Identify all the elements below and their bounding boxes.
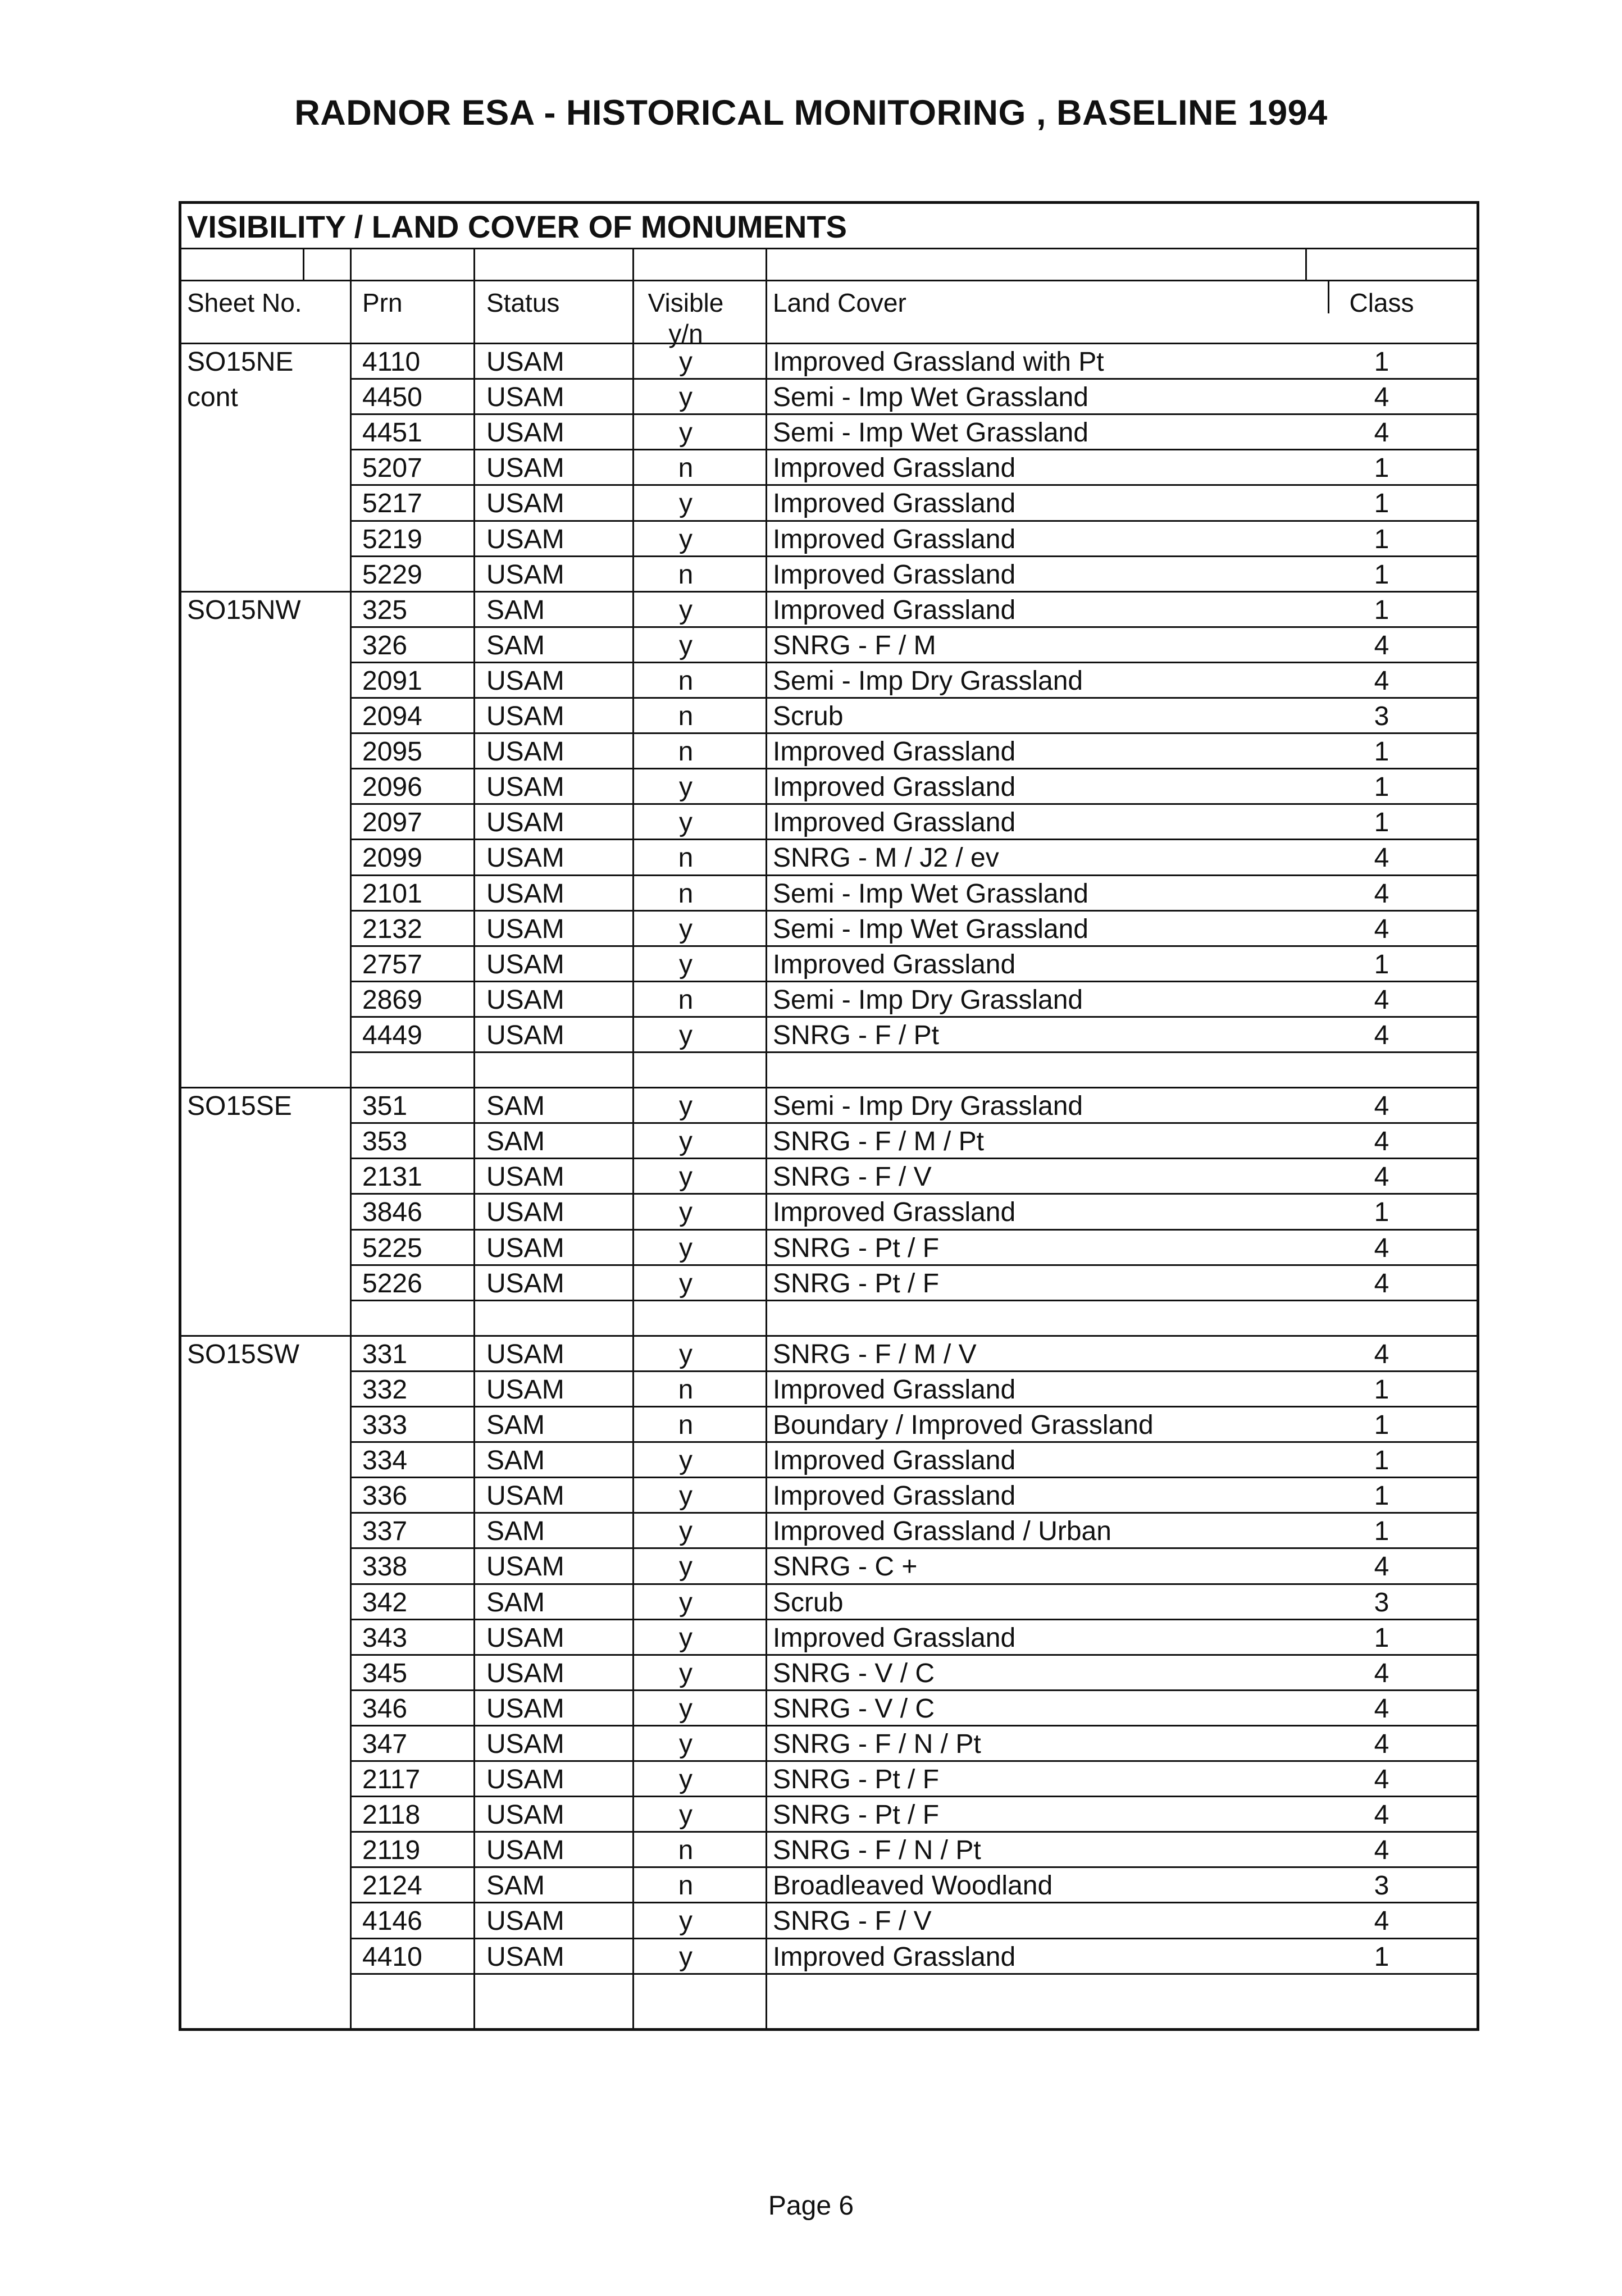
cell-class: 4 — [1374, 1233, 1389, 1263]
cell-status: USAM — [486, 772, 564, 803]
cell-visible: y — [679, 489, 692, 519]
cell-land-cover: SNRG - M / J2 / ev — [773, 843, 999, 873]
cell-class: 1 — [1374, 1623, 1389, 1653]
cell-sheet-no: cont — [187, 382, 238, 413]
cell-visible: y — [679, 1658, 692, 1688]
cell-visible: y — [679, 1906, 692, 1937]
header-status: Status — [486, 288, 560, 317]
cell-visible: y — [679, 808, 692, 838]
cell-class — [1309, 1975, 1455, 2010]
cell-class: 1 — [1374, 1374, 1389, 1405]
row-divider — [350, 1866, 1477, 1868]
cell-prn: 332 — [362, 1374, 408, 1405]
cell-status: USAM — [486, 1729, 564, 1759]
row-divider — [350, 1406, 1477, 1407]
row-divider — [350, 555, 1477, 557]
cell-land-cover: Improved Grassland / Urban — [773, 1516, 1111, 1547]
cell-land-cover: SNRG - F / M / Pt — [773, 1127, 985, 1157]
cell-land-cover: Improved Grassland — [773, 737, 1016, 767]
row-divider — [181, 1087, 1477, 1088]
row-divider — [350, 697, 1477, 699]
cell-status: USAM — [486, 524, 564, 554]
cell-prn: 2757 — [362, 949, 422, 980]
cell-status: USAM — [486, 1552, 564, 1582]
cell-status: USAM — [486, 701, 564, 731]
cell-status: USAM — [486, 878, 564, 909]
cell-class: 4 — [1374, 1906, 1389, 1937]
cell-status: USAM — [486, 914, 564, 944]
cell-class: 3 — [1374, 1587, 1389, 1618]
cell-class: 4 — [1374, 1729, 1389, 1759]
cell-land-cover: SNRG - V / C — [773, 1693, 935, 1724]
cell-prn: 345 — [362, 1658, 408, 1688]
cell-land-cover: Improved Grassland — [773, 949, 1016, 980]
cell-visible: n — [678, 666, 694, 696]
row-divider — [181, 591, 1477, 593]
cell-status: USAM — [486, 453, 564, 484]
cell-prn: 2094 — [362, 701, 422, 731]
cell-prn: 4451 — [362, 418, 422, 448]
cell-class: 4 — [1374, 1020, 1389, 1050]
row-divider — [181, 343, 1477, 344]
row-divider — [350, 1512, 1477, 1514]
cell-class: 4 — [1374, 843, 1389, 873]
cell-prn: 334 — [362, 1446, 408, 1476]
cell-prn: 5225 — [362, 1233, 422, 1263]
row-divider — [350, 1122, 1477, 1124]
row-divider — [350, 1796, 1477, 1797]
cell-class: 1 — [1374, 949, 1389, 980]
cell-visible: y — [679, 1127, 692, 1157]
cell-status: SAM — [486, 595, 545, 625]
row-divider — [350, 662, 1477, 663]
cell-class: 1 — [1374, 347, 1389, 377]
row-divider — [350, 981, 1477, 982]
cell-land-cover: Boundary / Improved Grassland — [773, 1410, 1154, 1440]
cell-visible: y — [679, 1162, 692, 1192]
col-divider-class-head — [1328, 280, 1329, 313]
cell-status: USAM — [486, 1906, 564, 1937]
cell-land-cover: Improved Grassland — [773, 595, 1016, 625]
cell-land-cover: Improved Grassland with Pt — [773, 347, 1104, 377]
cell-prn: 343 — [362, 1623, 408, 1653]
cell-prn: 2091 — [362, 666, 422, 696]
cell-visible: y — [679, 1729, 692, 1759]
cell-status: USAM — [486, 1800, 564, 1830]
col-divider-land-cover — [766, 248, 767, 2031]
cell-class: 1 — [1374, 772, 1389, 803]
cell-class: 1 — [1374, 1481, 1389, 1511]
cell-status: SAM — [486, 1127, 545, 1157]
cell-visible: y — [679, 1446, 692, 1476]
cell-class: 4 — [1374, 1127, 1389, 1157]
row-divider — [350, 1654, 1477, 1656]
cell-sheet-no: SO15NW — [187, 595, 301, 625]
row-divider — [350, 449, 1477, 450]
cell-visible — [627, 1053, 745, 1088]
row-divider — [350, 1831, 1477, 1833]
cell-prn: 325 — [362, 595, 408, 625]
cell-land-cover: Improved Grassland — [773, 1374, 1016, 1405]
cell-land-cover: Scrub — [773, 1587, 844, 1618]
col-divider-visible — [632, 248, 634, 2031]
cell-land-cover: Improved Grassland — [773, 524, 1016, 554]
cell-prn: 5219 — [362, 524, 422, 554]
cell-visible: n — [678, 737, 694, 767]
cell-status: SAM — [486, 1587, 545, 1618]
cell-prn: 336 — [362, 1481, 408, 1511]
cell-class: 1 — [1374, 595, 1389, 625]
cell-sheet-no: SO15SW — [187, 1339, 300, 1369]
cell-prn: 4410 — [362, 1942, 422, 1972]
row-divider — [350, 626, 1477, 628]
row-divider — [350, 1902, 1477, 1903]
cell-prn: 353 — [362, 1127, 408, 1157]
page-title: RADNOR ESA - HISTORICAL MONITORING , BASELINE 1994 — [294, 93, 1328, 133]
cell-prn: 333 — [362, 1410, 408, 1440]
cell-land-cover: SNRG - Pt / F — [773, 1765, 940, 1794]
cell-prn: 5226 — [362, 1268, 422, 1299]
cell-prn: 2124 — [362, 1871, 422, 1901]
header-top-line — [181, 280, 1477, 281]
cell-visible: y — [679, 1765, 692, 1794]
cell-class: 4 — [1374, 1339, 1389, 1369]
cell-land-cover: SNRG - F / M — [773, 630, 936, 660]
cell-status: USAM — [486, 1197, 564, 1228]
cell-visible: y — [679, 1587, 692, 1618]
cell-land-cover: Improved Grassland — [773, 1446, 1016, 1476]
cell-class: 4 — [1374, 1162, 1389, 1192]
cell-visible: n — [678, 453, 694, 484]
cell-class: 4 — [1374, 1091, 1389, 1122]
cell-prn: 2099 — [362, 843, 422, 873]
cell-prn: 2118 — [362, 1800, 421, 1830]
cell-land-cover: SNRG - F / Pt — [773, 1020, 940, 1050]
cell-land-cover: Improved Grassland — [773, 1197, 1016, 1228]
cell-visible: y — [679, 1942, 692, 1972]
cell-status: USAM — [486, 347, 564, 377]
header-prn: Prn — [362, 288, 403, 317]
row-divider — [350, 1264, 1477, 1266]
header-land-cover: Land Cover — [773, 288, 906, 317]
cell-status: USAM — [486, 1765, 564, 1794]
cell-prn: 2869 — [362, 985, 422, 1015]
cell-land-cover: Improved Grassland — [773, 489, 1016, 519]
cell-class: 4 — [1374, 914, 1389, 944]
row-divider — [350, 1229, 1477, 1231]
row-divider — [350, 1193, 1477, 1195]
row-divider — [350, 1051, 1477, 1053]
cell-prn: 337 — [362, 1516, 408, 1547]
header-sheet-no: Sheet No. — [187, 288, 302, 317]
cell-land-cover: SNRG - C + — [773, 1552, 918, 1582]
cell-visible: y — [679, 1516, 692, 1547]
cell-class: 1 — [1374, 1197, 1389, 1228]
cell-status: USAM — [486, 1162, 564, 1192]
cell-prn: 2096 — [362, 772, 422, 803]
header-visible: Visible — [648, 288, 724, 317]
row-divider — [350, 1689, 1477, 1691]
header-class: Class — [1349, 288, 1414, 317]
cell-sheet-no: SO15NE — [187, 347, 294, 377]
col-divider-status — [473, 248, 475, 2031]
cell-class: 4 — [1374, 1552, 1389, 1582]
cell-prn: 342 — [362, 1587, 408, 1618]
cell-status: USAM — [486, 1623, 564, 1653]
cell-prn: 326 — [362, 630, 408, 660]
cell-land-cover: Improved Grassland — [773, 559, 1016, 590]
table-title: VISIBILITY / LAND COVER OF MONUMENTS — [187, 209, 848, 244]
cell-land-cover: Semi - Imp Wet Grassland — [773, 382, 1088, 413]
row-divider — [350, 484, 1477, 486]
cell-sheet-no: SO15SE — [187, 1091, 292, 1122]
cell-prn: 5217 — [362, 489, 422, 519]
cell-visible: n — [678, 701, 694, 731]
row-divider — [350, 1300, 1477, 1301]
cell-prn: 4449 — [362, 1020, 422, 1050]
row-divider — [350, 732, 1477, 734]
cell-visible: y — [679, 1197, 692, 1228]
cell-class: 4 — [1374, 666, 1389, 696]
row-divider — [350, 874, 1477, 876]
cell-visible: y — [679, 1693, 692, 1724]
cell-prn: 338 — [362, 1552, 408, 1582]
cell-land-cover: Semi - Imp Dry Grassland — [773, 666, 1083, 696]
cell-prn: 5229 — [362, 559, 422, 590]
cell-status: USAM — [486, 1693, 564, 1724]
cell-class: 4 — [1374, 630, 1389, 660]
cell-visible: y — [679, 1020, 692, 1050]
cell-land-cover: SNRG - F / V — [773, 1162, 932, 1192]
cell-visible — [627, 1301, 745, 1337]
cell-land-cover: Semi - Imp Dry Grassland — [773, 1091, 1083, 1122]
cell-land-cover: Semi - Imp Wet Grassland — [773, 914, 1088, 944]
cell-prn: 351 — [362, 1091, 408, 1122]
cell-visible: y — [679, 949, 692, 980]
cell-status: USAM — [486, 1268, 564, 1299]
cell-land-cover: Semi - Imp Wet Grassland — [773, 878, 1088, 909]
cell-class: 1 — [1374, 453, 1389, 484]
cell-class: 3 — [1374, 1871, 1389, 1901]
cell-status: USAM — [486, 985, 564, 1015]
cell-land-cover: Scrub — [773, 701, 844, 731]
cell-class: 4 — [1374, 1800, 1389, 1830]
cell-class: 1 — [1374, 1942, 1389, 1972]
cell-class: 1 — [1374, 808, 1389, 838]
cell-status: USAM — [486, 1481, 564, 1511]
cell-land-cover: Improved Grassland — [773, 772, 1016, 803]
row-divider — [350, 1973, 1477, 1975]
cell-land-cover: SNRG - F / N / Pt — [773, 1835, 981, 1866]
cell-status: USAM — [486, 1942, 564, 1972]
cell-class: 1 — [1374, 737, 1389, 767]
row-divider — [181, 1335, 1477, 1337]
cell-land-cover: Semi - Imp Wet Grassland — [773, 418, 1088, 448]
monument-table — [179, 201, 1479, 2031]
cell-class: 4 — [1374, 1693, 1389, 1724]
cell-class: 1 — [1374, 1446, 1389, 1476]
cell-land-cover: SNRG - F / N / Pt — [773, 1729, 981, 1759]
cell-prn: 331 — [362, 1339, 408, 1369]
cell-class: 1 — [1374, 1516, 1389, 1547]
cell-visible: n — [678, 878, 694, 909]
cell-land-cover: SNRG - V / C — [773, 1658, 935, 1688]
cell-class — [1309, 1053, 1455, 1088]
cell-land-cover: SNRG - F / M / V — [773, 1339, 977, 1369]
cell-class: 1 — [1374, 524, 1389, 554]
cell-visible: y — [679, 1481, 692, 1511]
cell-status: USAM — [486, 843, 564, 873]
cell-status: USAM — [486, 418, 564, 448]
cell-land-cover: SNRG - Pt / F — [773, 1233, 940, 1263]
cell-prn: 2095 — [362, 737, 422, 767]
row-divider — [350, 1370, 1477, 1372]
col-divider-title-box — [1305, 248, 1307, 280]
cell-status: USAM — [486, 737, 564, 767]
cell-class — [1309, 1301, 1455, 1337]
cell-visible: y — [679, 772, 692, 803]
page-number: Page 6 — [768, 2191, 854, 2221]
cell-status: SAM — [486, 1871, 545, 1901]
cell-prn: 4146 — [362, 1906, 422, 1937]
cell-land-cover: Improved Grassland — [773, 1481, 1016, 1511]
cell-visible — [627, 1975, 745, 2010]
cell-visible: y — [679, 1623, 692, 1653]
cell-prn: 3846 — [362, 1197, 422, 1228]
cell-visible: y — [679, 1552, 692, 1582]
cell-prn: 2097 — [362, 808, 422, 838]
cell-visible: y — [679, 347, 692, 377]
header-visible-yn: y/n — [668, 319, 703, 348]
cell-status: SAM — [486, 1446, 545, 1476]
row-divider — [350, 1583, 1477, 1585]
cell-land-cover: Improved Grassland — [773, 808, 1016, 838]
row-divider — [350, 910, 1477, 912]
cell-class: 4 — [1374, 1765, 1389, 1794]
cell-prn: 2101 — [362, 878, 422, 909]
cell-visible: y — [679, 418, 692, 448]
cell-status: USAM — [486, 1374, 564, 1405]
cell-visible: n — [678, 559, 694, 590]
cell-land-cover: SNRG - F / V — [773, 1906, 932, 1937]
cell-prn: 5207 — [362, 453, 422, 484]
cell-prn: 2119 — [362, 1835, 421, 1866]
row-divider — [350, 1938, 1477, 1939]
cell-status: USAM — [486, 808, 564, 838]
cell-status: SAM — [486, 1410, 545, 1440]
cell-visible: n — [678, 1410, 694, 1440]
cell-status: USAM — [486, 382, 564, 413]
row-divider — [350, 1725, 1477, 1726]
row-divider — [350, 1158, 1477, 1159]
cell-prn: 346 — [362, 1693, 408, 1724]
cell-class: 4 — [1374, 382, 1389, 413]
row-divider — [350, 1441, 1477, 1443]
cell-visible: y — [679, 1268, 692, 1299]
cell-land-cover: Improved Grassland — [773, 1942, 1016, 1972]
col-divider-title-left — [303, 248, 304, 280]
cell-land-cover: Broadleaved Woodland — [773, 1871, 1053, 1901]
cell-visible: y — [679, 595, 692, 625]
cell-land-cover: Semi - Imp Dry Grassland — [773, 985, 1083, 1015]
row-divider — [350, 1547, 1477, 1549]
cell-class: 4 — [1374, 1835, 1389, 1866]
cell-class: 3 — [1374, 701, 1389, 731]
cell-class: 1 — [1374, 1410, 1389, 1440]
cell-land-cover: SNRG - Pt / F — [773, 1268, 940, 1299]
cell-class: 4 — [1374, 1268, 1389, 1299]
row-divider — [350, 803, 1477, 805]
cell-visible: y — [679, 1339, 692, 1369]
cell-class: 4 — [1374, 418, 1389, 448]
cell-class: 4 — [1374, 1658, 1389, 1688]
cell-prn: 2132 — [362, 914, 422, 944]
cell-status: USAM — [486, 1233, 564, 1263]
row-divider — [350, 413, 1477, 415]
cell-visible: n — [678, 1835, 694, 1866]
cell-class: 1 — [1374, 489, 1389, 519]
cell-status: USAM — [486, 949, 564, 980]
cell-land-cover: Improved Grassland — [773, 453, 1016, 484]
cell-visible: y — [679, 630, 692, 660]
cell-visible: y — [679, 1233, 692, 1263]
cell-status: USAM — [486, 489, 564, 519]
title-divider — [181, 248, 1477, 249]
cell-status: USAM — [486, 1835, 564, 1866]
cell-visible: n — [678, 1374, 694, 1405]
cell-class: 4 — [1374, 878, 1389, 909]
cell-prn: 2117 — [362, 1765, 421, 1794]
row-divider — [350, 378, 1477, 380]
cell-visible: y — [679, 1091, 692, 1122]
cell-status: USAM — [486, 559, 564, 590]
cell-class: 1 — [1374, 559, 1389, 590]
cell-prn: 4110 — [362, 347, 421, 377]
cell-land-cover: SNRG - Pt / F — [773, 1800, 940, 1830]
row-divider — [350, 1760, 1477, 1762]
cell-visible: y — [679, 1800, 692, 1830]
cell-status: USAM — [486, 1339, 564, 1369]
cell-visible: y — [679, 382, 692, 413]
cell-prn: 4450 — [362, 382, 422, 413]
cell-class: 4 — [1374, 985, 1389, 1015]
cell-visible: y — [679, 914, 692, 944]
cell-status: SAM — [486, 1516, 545, 1547]
row-divider — [350, 839, 1477, 840]
cell-status: USAM — [486, 666, 564, 696]
row-divider — [350, 1477, 1477, 1478]
cell-prn: 347 — [362, 1729, 408, 1759]
row-divider — [350, 768, 1477, 769]
cell-visible: n — [678, 985, 694, 1015]
row-divider — [350, 520, 1477, 522]
row-divider — [350, 1016, 1477, 1018]
cell-status: SAM — [486, 630, 545, 660]
cell-status: USAM — [486, 1658, 564, 1688]
cell-visible: n — [678, 1871, 694, 1901]
cell-land-cover: Improved Grassland — [773, 1623, 1016, 1653]
cell-visible: n — [678, 843, 694, 873]
cell-prn: 2131 — [362, 1162, 422, 1192]
cell-status: USAM — [486, 1020, 564, 1050]
col-divider-prn — [350, 248, 352, 2031]
cell-visible: y — [679, 524, 692, 554]
cell-status: SAM — [486, 1091, 545, 1122]
row-divider — [350, 945, 1477, 947]
row-divider — [350, 1619, 1477, 1620]
